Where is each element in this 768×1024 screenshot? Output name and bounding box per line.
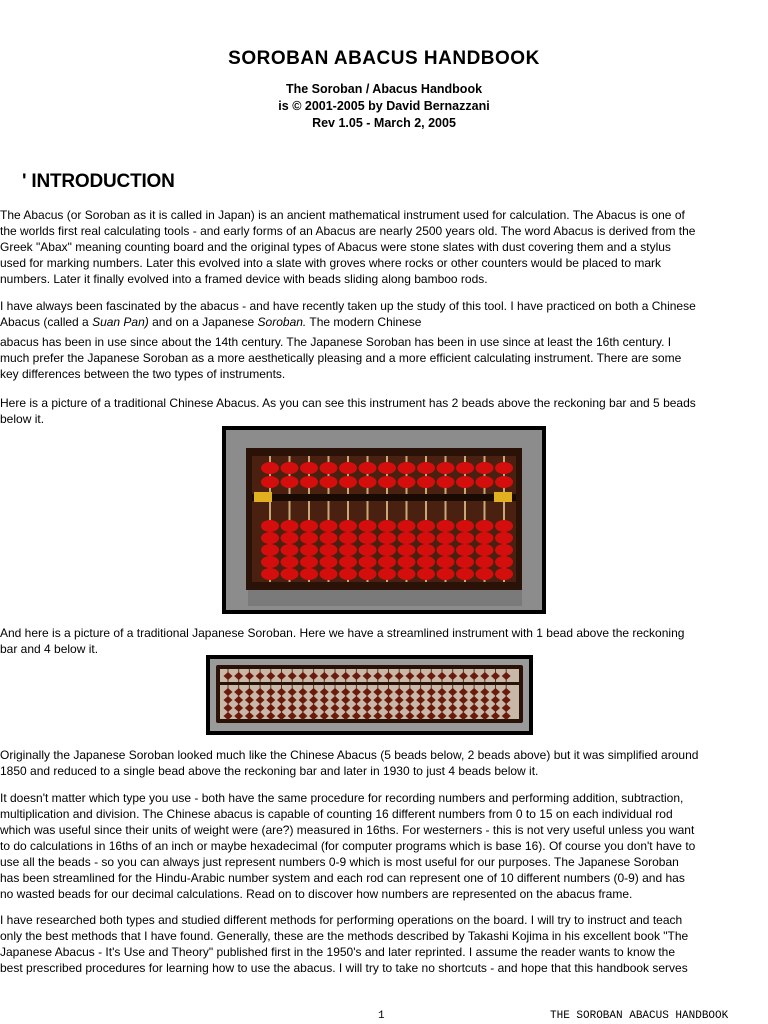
- p7-line: It doesn't matter which type you use - both have the same procedure for recording numbers and performing addition, subtraction,: [0, 791, 684, 805]
- lower-bead: [281, 532, 299, 544]
- lower-bead: [378, 556, 396, 568]
- lower-bead: [437, 520, 455, 532]
- p5-line: And here is a picture of a traditional Japanese Soroban. Here we have a streamlined instrument with 1 bead above the reckoning: [0, 626, 685, 640]
- upper-bead: [476, 476, 494, 488]
- lower-bead: [476, 532, 494, 544]
- lower-bead: [378, 568, 396, 580]
- p1-line: the worlds first real calculating tools - and early forms of an Abacus are nearly 2500 years old. The word Abacus is derived from the: [0, 224, 696, 238]
- p8-line: best prescribed procedures for learning how to use the abacus. I will try to take no shortcuts - and hope that this handbook serves: [0, 961, 688, 975]
- lower-bead: [495, 556, 513, 568]
- lower-bead: [281, 544, 299, 556]
- lower-bead: [300, 544, 318, 556]
- lower-bead: [339, 520, 357, 532]
- p1-line: numbers. Later it finally evolved into a framed device with beads sliding along bamboo rods.: [0, 272, 488, 286]
- upper-bead: [300, 476, 318, 488]
- paragraph-6: [0, 747, 768, 779]
- lower-bead: [456, 556, 474, 568]
- p2-line: [0, 314, 768, 330]
- upper-bead: [261, 462, 279, 474]
- section-heading-introduction: ' INTRODUCTION: [22, 171, 175, 192]
- footer-running-title: THE SOROBAN ABACUS HANDBOOK: [550, 1010, 729, 1022]
- chinese-abacus-photo: [222, 426, 546, 614]
- lower-bead: [495, 520, 513, 532]
- paragraph-1: [0, 207, 768, 287]
- p6-line: Originally the Japanese Soroban looked much like the Chinese Abacus (5 beads below, 2 beads above) but it was simplified around: [0, 748, 699, 762]
- lower-bead: [320, 568, 338, 580]
- upper-bead: [378, 462, 396, 474]
- upper-bead: [398, 476, 416, 488]
- p8-line: Japanese Abacus - It's Use and Theory" published first in the 1950's and later reprinted. I assume the reader wants to know the: [0, 945, 676, 959]
- upper-bead: [437, 462, 455, 474]
- lower-bead: [437, 556, 455, 568]
- lower-bead: [398, 556, 416, 568]
- lower-bead: [261, 556, 279, 568]
- lower-bead: [300, 568, 318, 580]
- lower-bead: [359, 532, 377, 544]
- lower-bead: [320, 532, 338, 544]
- lower-bead: [456, 520, 474, 532]
- lower-bead: [456, 532, 474, 544]
- lower-bead: [281, 556, 299, 568]
- p2-text: Abacus (called a: [0, 315, 93, 329]
- lower-bead: [437, 544, 455, 556]
- document-title: SOROBAN ABACUS HANDBOOK: [228, 48, 540, 69]
- lower-bead: [495, 568, 513, 580]
- lower-bead: [476, 556, 494, 568]
- upper-bead: [281, 476, 299, 488]
- subtitle-line-1: The Soroban / Abacus Handbook: [285, 82, 483, 96]
- lower-bead: [417, 568, 435, 580]
- lower-bead: [378, 532, 396, 544]
- soroban-illustration: [206, 655, 533, 735]
- p2-italic-soroban: Soroban.: [257, 315, 307, 329]
- japanese-soroban-photo: [206, 655, 533, 735]
- upper-bead: [495, 476, 513, 488]
- p3-line: much prefer the Japanese Soroban as a more aesthetically pleasing and a more efficient calculating instrument. There are some: [0, 351, 682, 365]
- p6-line: 1850 and reduced to a single bead above the reckoning bar and later in 1930 to just 4 beads below it.: [0, 764, 539, 778]
- upper-bead: [417, 476, 435, 488]
- upper-bead: [359, 462, 377, 474]
- p1-line: The Abacus (or Soroban as it is called in Japan) is an ancient mathematical instrument used for calculation. The Abacus is one of: [0, 208, 685, 222]
- lower-bead: [417, 544, 435, 556]
- lower-bead: [359, 544, 377, 556]
- upper-bead: [456, 462, 474, 474]
- lower-bead: [437, 532, 455, 544]
- lower-bead: [476, 544, 494, 556]
- revision-line: Rev 1.05 - March 2, 2005: [312, 116, 456, 130]
- p5-line: bar and 4 below it.: [0, 642, 99, 656]
- lower-bead: [495, 532, 513, 544]
- upper-bead: [359, 476, 377, 488]
- lower-bead: [261, 544, 279, 556]
- paragraph-8: [0, 912, 768, 976]
- p4-line: Here is a picture of a traditional Chinese Abacus. As you can see this instrument has 2 beads above the reckoning bar and 5 beads: [0, 396, 696, 410]
- lower-bead: [378, 544, 396, 556]
- lower-bead: [339, 568, 357, 580]
- lower-bead: [398, 520, 416, 532]
- paragraph-7: [0, 790, 768, 902]
- upper-bead: [476, 462, 494, 474]
- upper-bead: [437, 476, 455, 488]
- lower-bead: [339, 556, 357, 568]
- lower-bead: [261, 520, 279, 532]
- p1-line: used for marking numbers. Later this evolved into a slate with groves where rocks or other counters would be placed to mark: [0, 256, 661, 270]
- lower-bead: [378, 520, 396, 532]
- p2-line: I have always been fascinated by the abacus - and have recently taken up the study of this tool. I have practiced on both a Chinese: [0, 299, 696, 313]
- lower-bead: [281, 568, 299, 580]
- lower-bead: [456, 568, 474, 580]
- p7-line: no wasted beads for our decimal calculations. Read on to discover how numbers are represented on the abacus frame.: [0, 887, 633, 901]
- p7-line: multiplication and division. The Chinese abacus is capable of counting 16 different numbers from 0 to 15 on each individual rod: [0, 807, 673, 821]
- lower-bead: [300, 556, 318, 568]
- chinese-abacus-illustration: [222, 426, 546, 614]
- paragraph-5: [0, 625, 768, 657]
- p3-line: key differences between the two types of instruments.: [0, 367, 286, 381]
- copyright-line: is © 2001-2005 by David Bernazzani: [278, 99, 490, 113]
- upper-bead: [378, 476, 396, 488]
- p2-text: The modern Chinese: [306, 315, 422, 329]
- p7-line: use all the beads - so you can always just represent numbers 0-9 which is most useful for our purposes. The Japanese Soroban: [0, 855, 679, 869]
- paragraph-2: [0, 298, 768, 330]
- lower-bead: [495, 544, 513, 556]
- lower-bead: [281, 520, 299, 532]
- lower-bead: [339, 544, 357, 556]
- upper-bead: [417, 462, 435, 474]
- lower-bead: [398, 544, 416, 556]
- upper-bead: [300, 462, 318, 474]
- lower-bead: [417, 556, 435, 568]
- lower-bead: [417, 532, 435, 544]
- lower-bead: [300, 532, 318, 544]
- footer-page-number: 1: [378, 1010, 385, 1022]
- p4-line: below it.: [0, 412, 45, 426]
- p8-line: only the best methods that I have found. Generally, these are the methods described by Takashi Kojima in his excellent book "The: [0, 929, 689, 943]
- lower-bead: [359, 520, 377, 532]
- p2-text: and on a Japanese: [148, 315, 258, 329]
- lower-bead: [476, 568, 494, 580]
- lower-bead: [359, 568, 377, 580]
- lower-bead: [476, 520, 494, 532]
- p3-line: abacus has been in use since about the 14th century. The Japanese Soroban has been in use since at least the 16th century. I: [0, 335, 672, 349]
- lower-bead: [339, 532, 357, 544]
- p1-line: Greek "Abax" meaning counting board and the original types of Abacus were stone slates with dust covering them and a stylus: [0, 240, 671, 254]
- paragraph-4: [0, 395, 768, 427]
- upper-bead: [398, 462, 416, 474]
- lower-bead: [320, 556, 338, 568]
- upper-bead: [456, 476, 474, 488]
- lower-bead: [417, 520, 435, 532]
- upper-bead: [339, 476, 357, 488]
- p7-line: to do calculations in 16ths of an inch or maybe hexadecimal (for computer programs which is base 16). Of course you don't have to: [0, 839, 696, 853]
- lower-bead: [456, 544, 474, 556]
- p7-line: has been streamlined for the Hindu-Arabic number system and each rod can represent one of 10 different numbers (0-9) and has: [0, 871, 685, 885]
- upper-bead: [320, 476, 338, 488]
- upper-bead: [261, 476, 279, 488]
- lower-bead: [320, 544, 338, 556]
- p7-line: which was useful since their units of weight were (are?) measured in 16ths. For westerners - this is not very useful unless you want: [0, 823, 695, 837]
- lower-bead: [261, 532, 279, 544]
- lower-bead: [437, 568, 455, 580]
- lower-bead: [398, 532, 416, 544]
- upper-bead: [339, 462, 357, 474]
- lower-bead: [359, 556, 377, 568]
- paragraph-3: [0, 334, 768, 382]
- lower-bead: [320, 520, 338, 532]
- upper-bead: [495, 462, 513, 474]
- upper-bead: [281, 462, 299, 474]
- lower-bead: [261, 568, 279, 580]
- upper-bead: [320, 462, 338, 474]
- lower-bead: [398, 568, 416, 580]
- lower-bead: [300, 520, 318, 532]
- p8-line: I have researched both types and studied different methods for performing operations on the board. I will try to instruct and teach: [0, 913, 683, 927]
- p2-italic-suan-pan: Suan Pan): [92, 315, 149, 329]
